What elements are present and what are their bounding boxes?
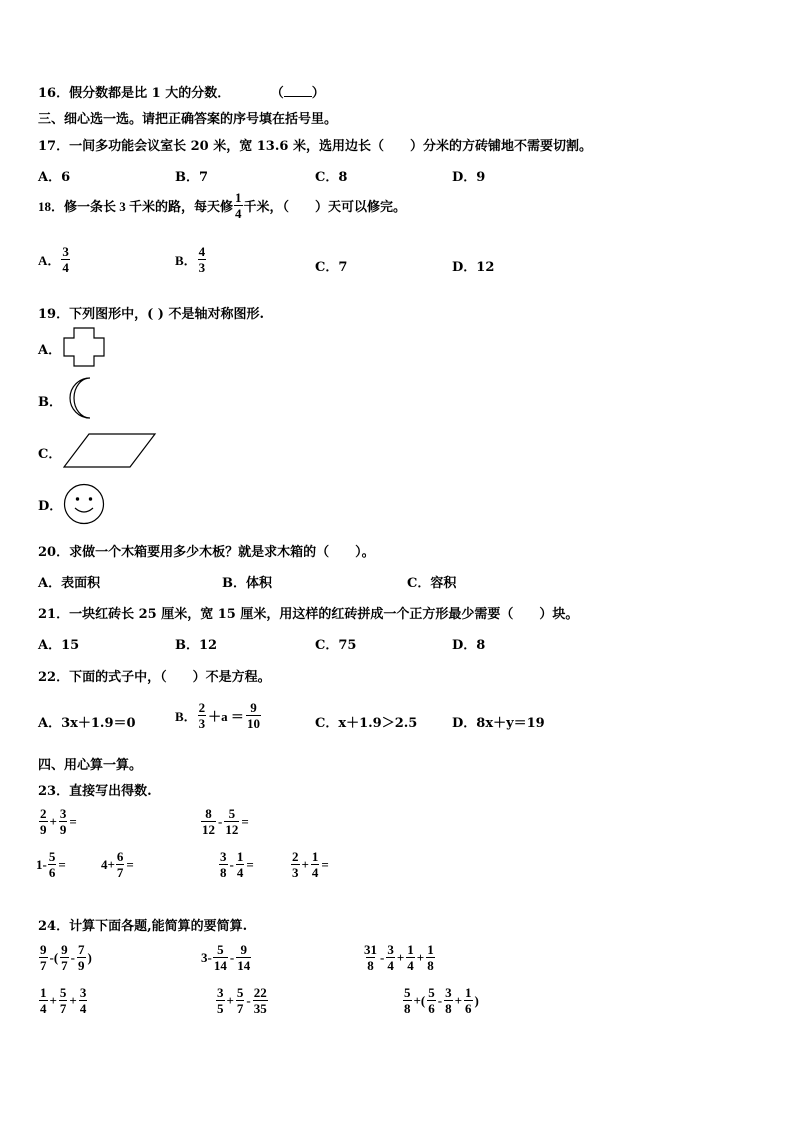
fraction (427, 985, 436, 1016)
denominator: 4 (236, 865, 244, 880)
numerator: 3 (387, 942, 394, 957)
denominator: 6 (465, 1001, 472, 1016)
q24-expression-4 (38, 985, 88, 1016)
math-symbol: + (226, 992, 234, 1008)
numerator: 5 (228, 806, 236, 821)
math-symbol: + (49, 992, 57, 1008)
fraction (253, 985, 268, 1016)
denominator: 8 (367, 958, 374, 973)
math-symbol: = (246, 856, 254, 872)
math-symbol: + (396, 949, 405, 965)
denominator: 4 (40, 1001, 47, 1016)
math-symbol: - (229, 856, 234, 872)
q23-expression-4 (101, 849, 135, 880)
math-symbol: = (58, 856, 66, 872)
denominator: 6 (48, 865, 56, 880)
fraction (116, 849, 125, 880)
denominator: 4 (235, 206, 242, 221)
denominator: 8 (427, 958, 434, 973)
denominator: 3 (198, 716, 206, 731)
numerator: 3 (445, 985, 452, 1000)
fraction (386, 942, 395, 973)
denominator: 7 (59, 1001, 67, 1016)
numerator: 2 (292, 849, 299, 864)
math-symbol: = (126, 856, 134, 872)
q24-expression-6 (402, 985, 480, 1016)
numerator: 1 (236, 849, 244, 864)
numerator: 1 (407, 942, 414, 957)
numerator: 6 (116, 849, 124, 864)
q23-expression-2 (200, 806, 250, 837)
numerator: 9 (240, 942, 247, 957)
fraction (216, 985, 225, 1016)
fraction (234, 190, 243, 221)
denominator: 3 (292, 865, 299, 880)
denominator: 7 (116, 865, 124, 880)
q19-option-c-label[interactable]: C． (38, 447, 62, 462)
parallelogram-shape[interactable] (63, 433, 157, 469)
question-17-text: 17．一间多功能会议室长 20 米，宽 13.6 米，选用边长（ ）分米的方砖铺地不需要切割。 (38, 139, 592, 154)
math-symbol: ) (474, 992, 479, 1008)
denominator: 10 (246, 716, 260, 731)
q22-option-a[interactable]: A．3x＋1.9＝0 (38, 716, 136, 731)
numerator: 3 (217, 985, 224, 1000)
section-3-heading: 三、细心选一选。请把正确答案的序号填在括号里。 (38, 112, 338, 127)
denominator: 9 (40, 822, 47, 837)
numerator: 3 (62, 244, 69, 259)
question-19-text: 19．下列图形中，( ) 不是轴对称图形. (38, 307, 264, 322)
math-symbol: = (241, 813, 249, 829)
q20-option-b[interactable]: B．体积 (222, 576, 272, 591)
fraction (59, 806, 68, 837)
numerator: 9 (61, 942, 68, 957)
q22-option-d[interactable]: D．8x＋y＝19 (452, 716, 545, 731)
fraction (39, 806, 48, 837)
numerator: 3 (79, 985, 87, 1000)
q21-option-a[interactable]: A．15 (38, 638, 80, 653)
q24-expression-2 (201, 942, 252, 973)
q18-option-b[interactable] (175, 244, 207, 275)
math-symbol: - (246, 992, 251, 1008)
fraction (464, 985, 473, 1016)
numerator: 5 (48, 849, 56, 864)
q20-option-c[interactable]: C．容积 (407, 576, 457, 591)
question-16 (38, 82, 325, 101)
q24-expression-5 (215, 985, 269, 1016)
denominator: 7 (40, 958, 47, 973)
question-18 (38, 190, 406, 221)
q22-option-b[interactable] (175, 700, 262, 731)
denominator: 8 (445, 1001, 452, 1016)
math-symbol: = (69, 813, 77, 829)
denominator: 14 (213, 958, 227, 973)
question-24-text: 24．计算下面各题,能简算的要简算. (38, 919, 248, 934)
fraction (201, 806, 216, 837)
fraction (291, 849, 300, 880)
question-21-text: 21．一块红砖长 25 厘米，宽 15 厘米，用这样的红砖拼成一个正方形最少需要（ ）块。 (38, 607, 579, 622)
fraction (39, 985, 48, 1016)
q17-option-b[interactable]: B．7 (175, 170, 209, 185)
denominator: 6 (428, 1001, 435, 1016)
denominator: 4 (387, 958, 394, 973)
denominator: 12 (202, 822, 215, 837)
q21-option-b[interactable]: B．12 (175, 638, 218, 653)
fraction (406, 942, 415, 973)
option-label: B． (175, 253, 197, 268)
denominator: 5 (217, 1001, 224, 1016)
math-symbol: - (70, 949, 76, 965)
denominator: 8 (404, 1001, 411, 1016)
fraction (311, 849, 320, 880)
option-label: B． (175, 709, 197, 724)
q19-option-a-label[interactable]: A． (38, 343, 62, 358)
numerator: 5 (236, 985, 244, 1000)
answer-paren-open: （ (270, 86, 284, 101)
denominator: 4 (62, 260, 69, 275)
numerator: 3 (59, 806, 67, 821)
question-22-text: 22．下面的式子中，（ ）不是方程。 (38, 670, 271, 685)
math-symbol: + (416, 949, 425, 965)
question-23-text: 23．直接写出得数. (38, 784, 152, 799)
cross-shape[interactable] (63, 327, 105, 367)
question-18-text-before: 18．修一条长 3 千米的路，每天修 (38, 199, 234, 214)
math-symbol: - (437, 992, 443, 1008)
math-symbol: 1- (36, 856, 47, 872)
math-symbol: 4+ (101, 856, 115, 872)
fraction (219, 849, 228, 880)
math-symbol: + (49, 813, 57, 829)
numerator: 2 (40, 806, 47, 821)
equation-middle: ＋a ＝ (208, 709, 244, 724)
denominator: 7 (61, 958, 68, 973)
fraction (198, 244, 207, 275)
fraction (59, 985, 68, 1016)
fraction (236, 985, 245, 1016)
math-symbol: +( (413, 992, 426, 1008)
fraction (48, 849, 57, 880)
q17-option-c[interactable]: C．8 (315, 170, 348, 185)
denominator: 4 (79, 1001, 87, 1016)
numerator: 5 (404, 985, 411, 1000)
math-symbol: ) (87, 949, 92, 965)
fraction (236, 942, 251, 973)
numerator: 9 (250, 700, 257, 715)
q17-option-a[interactable]: A．6 (38, 170, 71, 185)
q17-option-d[interactable]: D．9 (452, 170, 486, 185)
q18-option-d[interactable]: D．12 (452, 260, 495, 275)
denominator: 14 (237, 958, 251, 973)
denominator: 3 (198, 260, 206, 275)
q18-option-c[interactable]: C．7 (315, 260, 348, 275)
smiley-face-shape[interactable] (63, 483, 105, 525)
numerator: 5 (59, 985, 67, 1000)
q21-option-d[interactable]: D．8 (452, 638, 486, 653)
numerator: 9 (40, 942, 47, 957)
denominator: 8 (220, 865, 227, 880)
q21-option-c[interactable]: C．75 (315, 638, 357, 653)
numerator: 31 (364, 942, 377, 957)
fraction (236, 849, 245, 880)
math-symbol: -( (49, 949, 59, 965)
numerator: 1 (427, 942, 434, 957)
numerator: 2 (198, 700, 206, 715)
fraction (246, 700, 261, 731)
q22-option-c[interactable]: C．x＋1.9＞2.5 (315, 716, 418, 731)
answer-paren-close: ） (311, 86, 325, 101)
q23-expression-1 (38, 806, 78, 837)
math-symbol: + (301, 856, 309, 872)
math-symbol: - (380, 949, 385, 965)
crescent-shape[interactable] (62, 376, 98, 420)
q18-option-a[interactable] (38, 244, 71, 275)
fraction (426, 942, 435, 973)
numerator: 7 (78, 942, 85, 957)
numerator: 5 (217, 942, 224, 957)
fraction (444, 985, 453, 1016)
q23-expression-3 (36, 849, 67, 880)
fraction (60, 942, 69, 973)
q20-option-a[interactable]: A．表面积 (38, 576, 101, 591)
denominator: 4 (407, 958, 414, 973)
denominator: 4 (311, 865, 319, 880)
denominator: 9 (59, 822, 67, 837)
numerator: 1 (465, 985, 472, 1000)
numerator: 8 (205, 806, 212, 821)
q23-expression-6 (290, 849, 330, 880)
q23-expression-5 (218, 849, 255, 880)
q19-option-b-label[interactable]: B． (38, 395, 62, 410)
numerator: 1 (311, 849, 319, 864)
answer-blank[interactable] (284, 84, 312, 97)
math-symbol: - (229, 949, 235, 965)
fraction (77, 942, 86, 973)
math-symbol: + (69, 992, 77, 1008)
fraction (39, 942, 48, 973)
denominator: 35 (253, 1001, 267, 1016)
numerator: 1 (235, 190, 242, 205)
q24-expression-3 (362, 942, 436, 973)
math-symbol: - (218, 813, 223, 829)
numerator: 5 (428, 985, 435, 1000)
fraction (61, 244, 70, 275)
fraction (79, 985, 88, 1016)
section-4-heading: 四、用心算一算。 (38, 758, 143, 773)
math-symbol: + (454, 992, 463, 1008)
numerator: 22 (253, 985, 267, 1000)
fraction (363, 942, 378, 973)
numerator: 3 (220, 849, 227, 864)
denominator: 7 (236, 1001, 244, 1016)
numerator: 1 (40, 985, 47, 1000)
q19-option-d-label[interactable]: D． (38, 499, 63, 514)
math-symbol: 3- (201, 949, 212, 965)
denominator: 12 (225, 822, 239, 837)
numerator: 4 (198, 244, 206, 259)
question-18-text-after: 千米，（ ）天可以修完。 (243, 199, 407, 214)
fraction (198, 700, 207, 731)
fraction (403, 985, 412, 1016)
option-label: A． (38, 253, 61, 268)
question-20-text: 20．求做一个木箱要用多少木板？就是求木箱的（ ）。 (38, 545, 375, 560)
fraction (213, 942, 228, 973)
q24-expression-1 (38, 942, 93, 973)
fraction (224, 806, 239, 837)
question-16-text: 16．假分数都是比 1 大的分数． (38, 86, 231, 101)
math-symbol: = (321, 856, 329, 872)
denominator: 9 (78, 958, 85, 973)
